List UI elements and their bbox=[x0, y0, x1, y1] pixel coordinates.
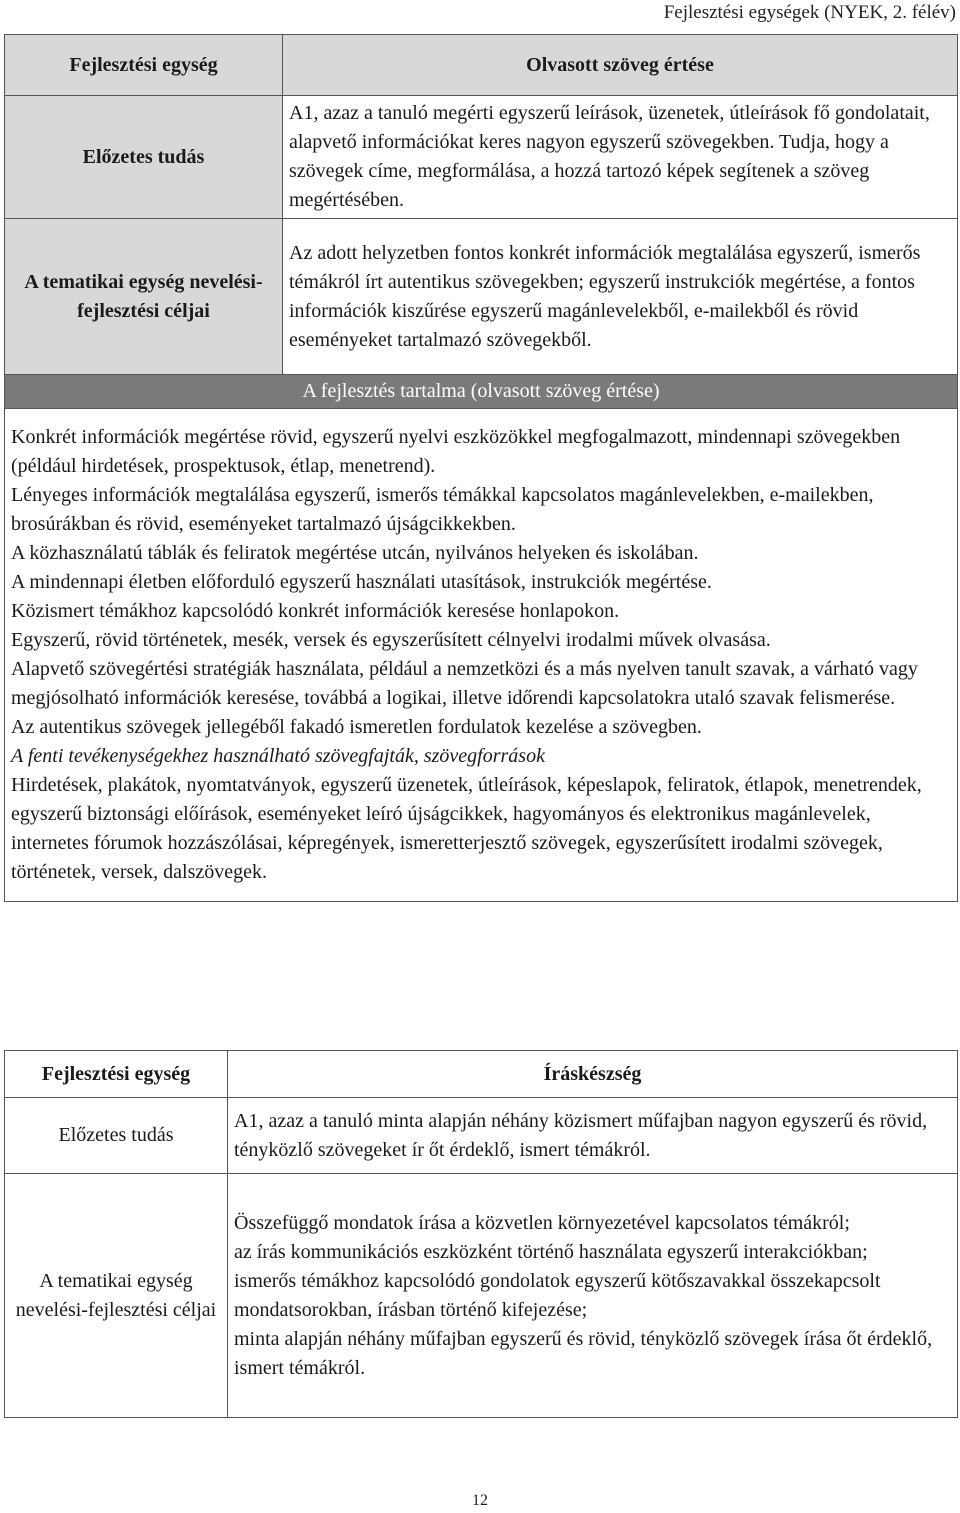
reading-comprehension-table bbox=[4, 34, 958, 902]
content-paragraph: A mindennapi életben előforduló egyszerű használati utasítások, instrukciók megértése. bbox=[11, 571, 712, 593]
content-paragraph: Konkrét információk megértése rövid, egyszerű nyelvi eszközökkel megfogalmazott, mindennapi szövegekben (például hirdetések, prospektusok, étlap, menetrend). bbox=[11, 426, 901, 477]
label-development-unit: Fejlesztési egység bbox=[5, 35, 283, 96]
content-paragraph: A közhasználatú táblák és feliratok megértése utcán, nyilvános helyeken és iskolában. bbox=[11, 542, 699, 564]
goal-item: ismerős témákhoz kapcsolódó gondolatok egyszerű kötőszavakkal összekapcsolt mondatsorokban, írásban történő kifejezése; bbox=[234, 1269, 881, 1321]
running-header: Fejlesztési egységek (NYEK, 2. félév) bbox=[663, 2, 956, 23]
goals-list bbox=[228, 1174, 958, 1418]
unit-title: Íráskészség bbox=[228, 1051, 958, 1098]
goal-item: Összefüggő mondatok írása a közvetlen környezetével kapcsolatos témákról; bbox=[234, 1211, 850, 1234]
page-number: 12 bbox=[472, 1492, 488, 1509]
writing-skills-table bbox=[4, 1050, 958, 1418]
prior-knowledge-text: A1, azaz a tanuló megérti egyszerű leírások, üzenetek, útleírások fő gondolatait, alapvető információkat keres nagyon egyszerű szövegekben. Tudja, hogy a szövegek címe, megformálása, a hozzá tartozó képek segítenek a szöveg megértésében. bbox=[283, 96, 958, 219]
label-development-unit: Fejlesztési egység bbox=[5, 1051, 228, 1098]
content-paragraph: Lényeges információk megtalálása egyszerű, ismerős témákkal kapcsolatos magánlevelekben, e-mailekben, brosúrákban és rövid, eseményeket tartalmazó újságcikkekben. bbox=[11, 484, 874, 535]
content-paragraph: Egyszerű, rövid történetek, mesék, versek és egyszerűsített célnyelvi irodalmi művek olvasása. bbox=[11, 629, 771, 651]
content-heading: A fejlesztés tartalma (olvasott szöveg értése) bbox=[5, 375, 958, 409]
label-prior-knowledge: Előzetes tudás bbox=[5, 1098, 228, 1174]
text-sources-heading: A fenti tevékenységekhez használható szövegfajták, szövegforrások bbox=[11, 745, 545, 767]
prior-knowledge-text: A1, azaz a tanuló minta alapján néhány közismert műfajban nagyon egyszerű és rövid, tényközlő szövegeket ír őt érdeklő, ismert témákról. bbox=[228, 1098, 958, 1174]
goals-text: Az adott helyzetben fontos konkrét információk megtalálása egyszerű, ismerős témákról írt autentikus szövegekben; egyszerű instrukciók megértése, a fontos információk kiszűrése egyszerű magánlevelekből, e-mailekből és rövid eseményeket tartalmazó szövegekből. bbox=[283, 219, 958, 375]
text-sources-list: Hirdetések, plakátok, nyomtatványok, egyszerű üzenetek, útleírások, képeslapok, feliratok, étlapok, menetrendek, egyszerű biztonsági előírások, eseményeket leíró újságcikkek, hagyományos és elektronikus magánlevelek, internetes fórumok hozzászólásai, képregények, ismeretterjesztő szövegek, egyszerűsített irodalmi szövegek, történetek, versek, dalszövegek. bbox=[11, 774, 922, 883]
goal-item: minta alapján néhány műfajban egyszerű és rövid, tényközlő szövegek írása őt érdeklő, ismert témákról. bbox=[234, 1327, 933, 1379]
content-body bbox=[5, 409, 958, 902]
content-paragraph: Alapvető szövegértési stratégiák használata, például a nemzetközi és a más nyelven tanult szavak, a várható vagy megjósolható információk keresése, továbbá a logikai, illetve időrendi kapcsolatokra utaló szavak felismerése. bbox=[11, 658, 918, 709]
label-prior-knowledge: Előzetes tudás bbox=[5, 96, 283, 219]
label-goals: A tematikai egység nevelési-fejlesztési céljai bbox=[5, 219, 283, 375]
content-paragraph: Az autentikus szövegek jellegéből fakadó ismeretlen fordulatok kezelése a szövegben. bbox=[11, 716, 702, 738]
goal-item: az írás kommunikációs eszközként történő használata egyszerű interakciókban; bbox=[234, 1240, 868, 1263]
label-goals: A tematikai egység nevelési-fejlesztési céljai bbox=[5, 1174, 228, 1418]
content-paragraph: Közismert témákhoz kapcsolódó konkrét információk keresése honlapokon. bbox=[11, 600, 620, 622]
unit-title: Olvasott szöveg értése bbox=[283, 35, 958, 96]
